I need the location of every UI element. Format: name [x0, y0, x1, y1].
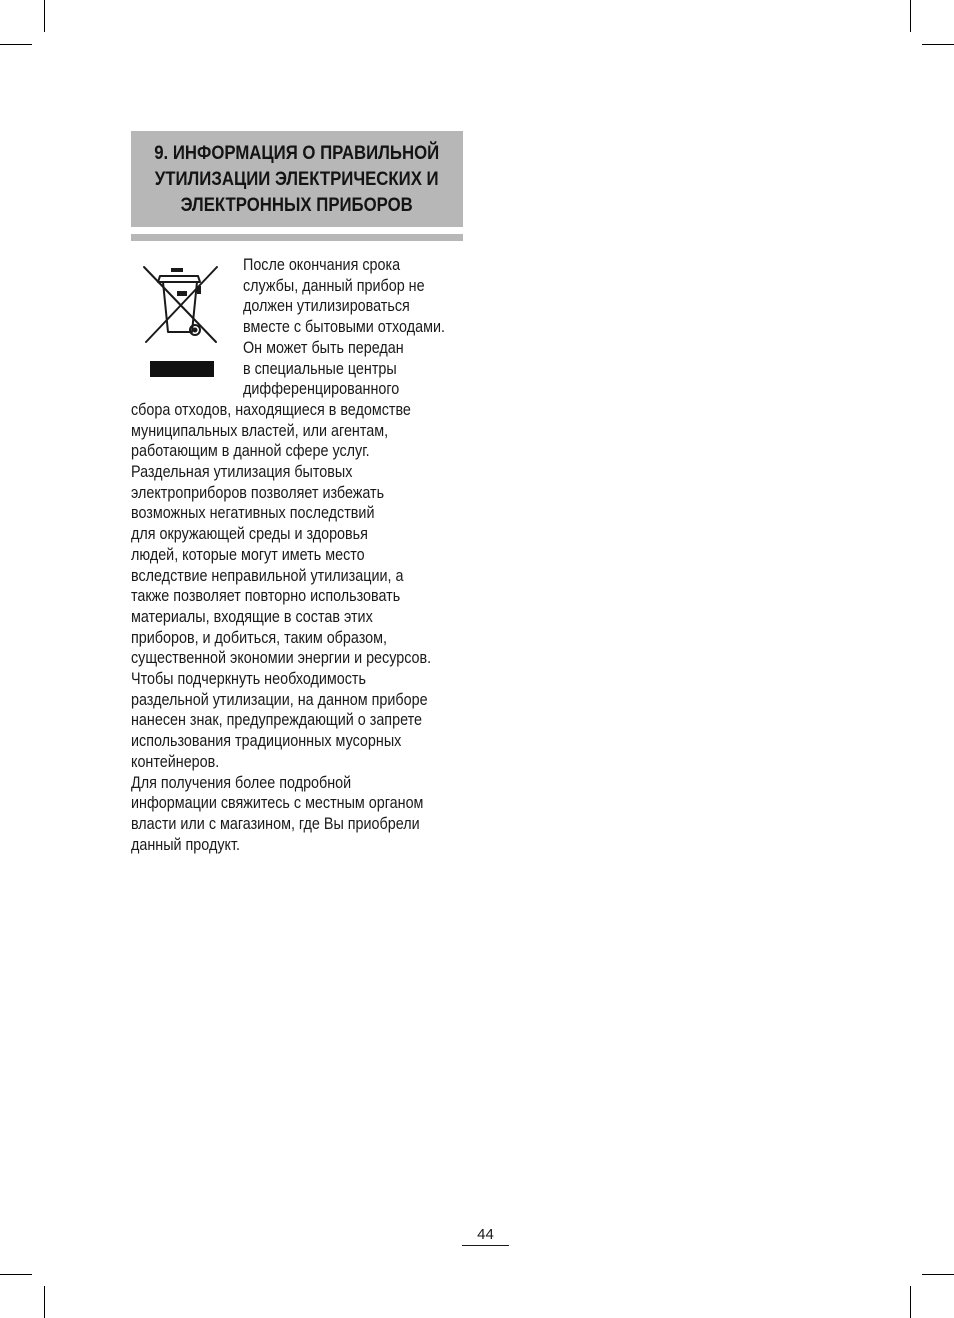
text-line: вместе с бытовыми отходами. — [243, 318, 445, 337]
text-line: работающим в данной сфере услуг. — [131, 442, 370, 461]
text-line: использования традиционных мусорных — [131, 732, 402, 751]
crop-mark — [44, 1286, 45, 1318]
text-line: в специальные центры — [243, 359, 397, 378]
text-line: людей, которые могут иметь место — [131, 545, 365, 564]
text-line: вследствие неправильной утилизации, а — [131, 566, 404, 585]
crop-mark — [910, 0, 911, 32]
text-line: службы, данный прибор не — [243, 276, 425, 295]
text-line: возможных негативных последствий — [131, 504, 375, 523]
text-line: существенной экономии энергии и ресурсов. — [131, 649, 432, 668]
text-line: раздельной утилизации, на данном приборе — [131, 690, 428, 709]
text-line: информации свяжитесь с местным органом — [131, 794, 424, 813]
text-line: Раздельная утилизация бытовых — [131, 463, 353, 482]
crop-mark — [0, 1274, 32, 1275]
body-text — [131, 255, 471, 855]
text-line: сбора отходов, находящиеся в ведомстве — [131, 400, 411, 419]
text-line: Чтобы подчеркнуть необходимость — [131, 670, 366, 689]
text-line: нанесен знак, предупреждающий о запрете — [131, 711, 422, 730]
text-line: данный продукт. — [131, 835, 240, 854]
text-line: власти или с магазином, где Вы приобрели — [131, 814, 420, 833]
crop-mark — [922, 1274, 954, 1275]
crop-mark — [0, 44, 32, 45]
text-line: контейнеров. — [131, 752, 220, 771]
crop-mark — [44, 0, 45, 32]
crop-mark — [910, 1286, 911, 1318]
text-line: муниципальных властей, или агентам, — [131, 421, 389, 440]
text-line: После окончания срока — [243, 256, 401, 274]
page-number-underline — [462, 1245, 509, 1246]
section-heading: 9. ИНФОРМАЦИЯ О ПРАВИЛЬНОЙ УТИЛИЗАЦИИ ЭЛЕКТРИЧЕСКИХ И ЭЛЕКТРОННЫХ ПРИБОРОВ — [154, 142, 440, 216]
text-line: материалы, входящие в состав этих — [131, 607, 373, 626]
text-line: должен утилизироваться — [243, 297, 410, 316]
text-line: Для получения более подробной — [131, 773, 352, 792]
section-heading-box — [131, 131, 463, 227]
page-number: 44 — [477, 1226, 494, 1243]
crop-mark — [922, 44, 954, 45]
text-line: электроприборов позволяет избежать — [131, 483, 385, 502]
text-line: также позволяет повторно использовать — [131, 587, 401, 606]
text-line: для окружающей среды и здоровья — [131, 525, 368, 544]
text-line: Он может быть передан — [243, 338, 404, 357]
text-line: приборов, и добиться, таким образом, — [131, 628, 387, 647]
text-line: дифференцированного — [243, 380, 400, 399]
heading-divider — [131, 234, 463, 241]
